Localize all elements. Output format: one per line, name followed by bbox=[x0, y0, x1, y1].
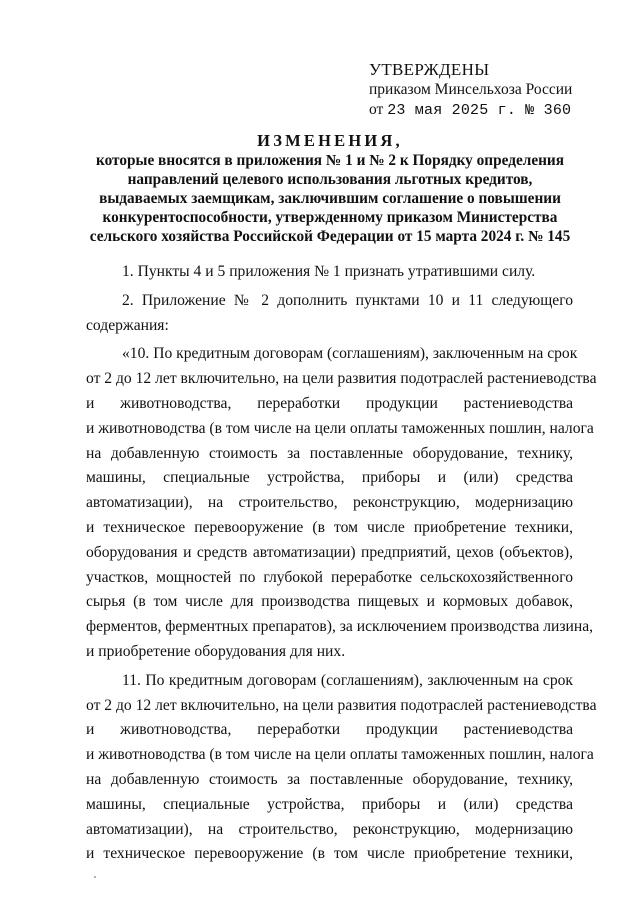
text-line: ферментов, ферментных препаратов), за исключением производства лизина, bbox=[86, 618, 594, 636]
heading-title: ИЗМЕНЕНИЯ, bbox=[257, 131, 403, 150]
approval-date-number: 23 мая 2025 г. № 360 bbox=[387, 102, 572, 119]
approval-date-line bbox=[369, 100, 572, 121]
heading-line: которые вносятся в приложения № 1 и № 2 к Порядку определения bbox=[95, 152, 565, 169]
text-line: автоматизации), на строительство, реконструкцию, модернизацию bbox=[86, 494, 573, 512]
heading-line: выдаваемых заемщикам, заключившим соглашение о повышении bbox=[99, 190, 561, 207]
paragraph-2 bbox=[86, 289, 573, 339]
approval-title: УТВЕРЖДЕНЫ bbox=[369, 60, 490, 79]
text-line: на добавленную стоимость за поставленные оборудование, технику, bbox=[86, 770, 573, 788]
text-line: 2. Приложение № 2 дополнить пунктами 10 и 11 следующего bbox=[122, 291, 573, 309]
text-line: от 2 до 12 лет включительно, на цели развития подотраслей растениеводства bbox=[86, 696, 597, 714]
text-line: и техническое перевооружение (в том числе приобретение техники, bbox=[86, 845, 573, 863]
text-line: и приобретение оборудования для них. bbox=[86, 642, 346, 660]
text-line: и животноводства, переработки продукции растениеводства bbox=[86, 394, 573, 412]
text-line: содержания: bbox=[86, 316, 169, 334]
text-line: на добавленную стоимость за поставленные оборудование, технику, bbox=[86, 444, 573, 462]
text-line: оборудования и средств автоматизации) предприятий, цехов (объектов), bbox=[86, 543, 573, 561]
paragraph-1 bbox=[86, 260, 573, 285]
heading-line: сельского хозяйства Российской Федерации от 15 марта 2024 г. № 145 bbox=[89, 228, 571, 245]
text-line: и техническое перевооружение (в том числе приобретение техники, bbox=[86, 518, 573, 536]
text-line: сырья (в том числе для производства пищевых и кормовых добавок, bbox=[86, 593, 573, 611]
text-line: и животноводства, переработки продукции растениеводства bbox=[86, 721, 573, 739]
scan-speck bbox=[94, 876, 96, 878]
text-line: и животноводства (в том числе на цели оплаты таможенных пошлин, налога bbox=[86, 419, 594, 437]
text-line: и животноводства (в том числе на цели оплаты таможенных пошлин, налога bbox=[86, 746, 594, 764]
approval-from-label: от bbox=[369, 101, 384, 118]
text-line: автоматизации), на строительство, реконструкцию, модернизацию bbox=[86, 820, 573, 838]
text-line: от 2 до 12 лет включительно, на цели развития подотраслей растениеводства bbox=[86, 370, 597, 388]
document-heading bbox=[80, 131, 580, 246]
text-line: 11. По кредитным договорам (соглашениям), заключенным на срок bbox=[122, 671, 573, 689]
text-line: «10. По кредитным договорам (соглашениям), заключенным на срок bbox=[122, 345, 578, 363]
text-line: машины, специальные устройства, приборы и (или) средства bbox=[86, 795, 573, 813]
document-body bbox=[86, 260, 597, 867]
text-line: участков, мощностей по глубокой переработке сельскохозяйственного bbox=[86, 568, 573, 586]
paragraph-3 bbox=[86, 342, 597, 664]
approval-order-line: приказом Минсельхоза России bbox=[369, 81, 573, 98]
heading-line: конкурентоспособности, утвержденному приказом Министерства bbox=[102, 209, 558, 226]
text-line: 1. Пункты 4 и 5 приложения № 1 признать утратившими силу. bbox=[122, 263, 536, 280]
paragraph-4 bbox=[86, 669, 597, 867]
heading-line: направлений целевого использования льготных кредитов, bbox=[127, 171, 533, 188]
approval-block bbox=[369, 60, 572, 121]
text-line: машины, специальные устройства, приборы и (или) средства bbox=[86, 469, 573, 487]
